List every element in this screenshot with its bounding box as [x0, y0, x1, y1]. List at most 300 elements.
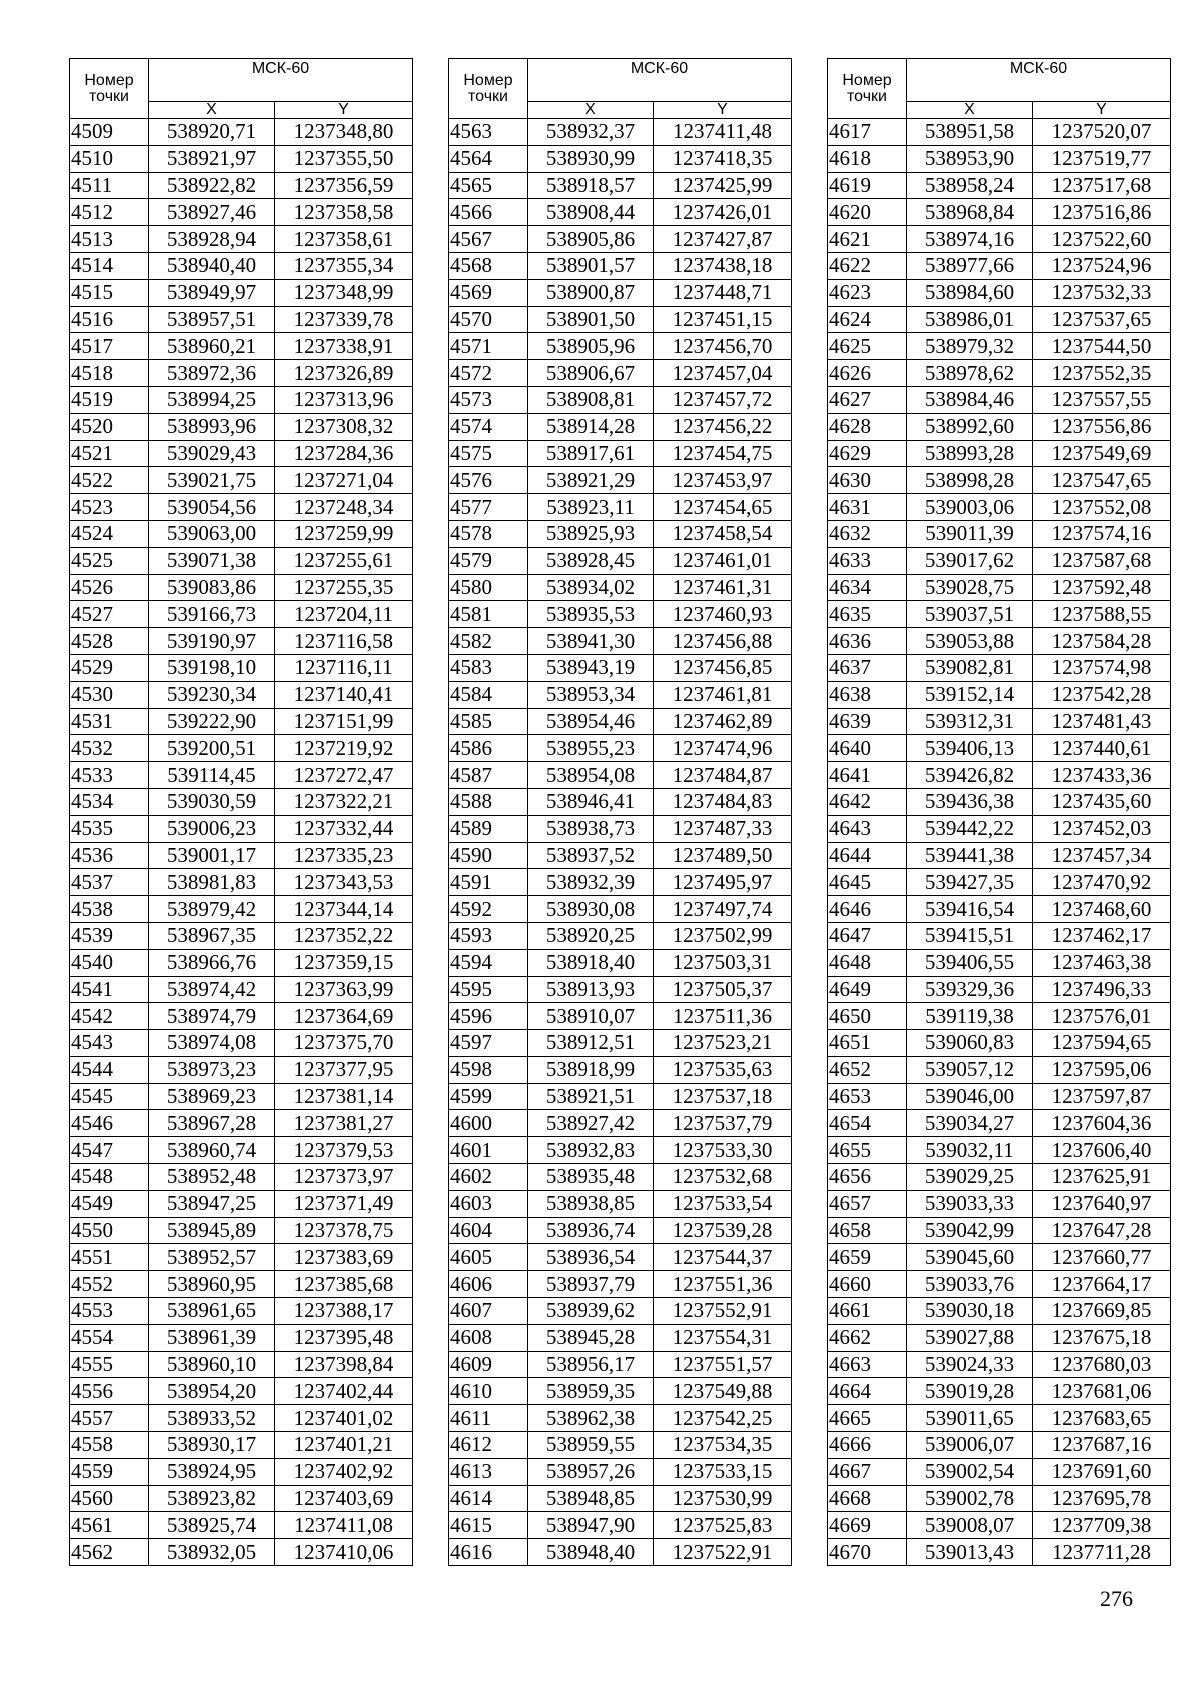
- table-row: [449, 1539, 792, 1566]
- table-row: [70, 1190, 413, 1217]
- table-row: [70, 1056, 413, 1083]
- table-row: [449, 1056, 792, 1083]
- point-number-cell: 4603: [449, 1190, 528, 1217]
- table-row: [449, 440, 792, 467]
- x-cell: 538906,67: [528, 360, 654, 387]
- y-cell: 1237385,68: [275, 1271, 413, 1298]
- table-row: [449, 547, 792, 574]
- point-number-cell: 4623: [828, 279, 907, 306]
- y-cell: 1237537,18: [654, 1083, 792, 1110]
- y-cell: 1237524,96: [1033, 252, 1171, 279]
- y-cell: 1237532,68: [654, 1164, 792, 1191]
- x-cell: 539426,82: [907, 762, 1033, 789]
- point-number-cell: 4554: [70, 1324, 149, 1351]
- x-cell: 538960,21: [149, 333, 275, 360]
- x-cell: 539011,65: [907, 1405, 1033, 1432]
- table-row: [449, 1030, 792, 1057]
- x-cell: 538948,40: [528, 1539, 654, 1566]
- y-cell: 1237595,06: [1033, 1056, 1171, 1083]
- x-cell: 538959,55: [528, 1432, 654, 1459]
- x-cell: 538984,46: [907, 386, 1033, 413]
- y-cell: 1237457,04: [654, 360, 792, 387]
- y-cell: 1237502,99: [654, 922, 792, 949]
- y-cell: 1237520,07: [1033, 119, 1171, 146]
- y-cell: 1237435,60: [1033, 788, 1171, 815]
- table-row: [449, 949, 792, 976]
- y-cell: 1237660,77: [1033, 1244, 1171, 1271]
- point-number-cell: 4663: [828, 1351, 907, 1378]
- y-cell: 1237259,99: [275, 520, 413, 547]
- point-number-cell: 4662: [828, 1324, 907, 1351]
- y-cell: 1237460,93: [654, 601, 792, 628]
- x-cell: 538945,89: [149, 1217, 275, 1244]
- table-row: [70, 360, 413, 387]
- table-row: [449, 1083, 792, 1110]
- x-cell: 539230,34: [149, 681, 275, 708]
- x-cell: 538930,99: [528, 145, 654, 172]
- point-number-cell: 4589: [449, 815, 528, 842]
- x-cell: 539312,31: [907, 708, 1033, 735]
- y-cell: 1237426,01: [654, 199, 792, 226]
- y-cell: 1237542,28: [1033, 681, 1171, 708]
- point-number-cell: 4586: [449, 735, 528, 762]
- table-row: [70, 1244, 413, 1271]
- point-number-cell: 4565: [449, 172, 528, 199]
- table-row: [70, 815, 413, 842]
- table-row: [70, 1137, 413, 1164]
- y-cell: 1237418,35: [654, 145, 792, 172]
- y-cell: 1237647,28: [1033, 1217, 1171, 1244]
- x-cell: 538979,42: [149, 896, 275, 923]
- table-row: [449, 1003, 792, 1030]
- point-number-cell: 4653: [828, 1083, 907, 1110]
- table-row: [828, 360, 1171, 387]
- point-number-cell: 4618: [828, 145, 907, 172]
- x-cell: 539017,62: [907, 547, 1033, 574]
- x-cell: 539002,78: [907, 1485, 1033, 1512]
- x-cell: 538954,46: [528, 708, 654, 735]
- x-cell: 539032,11: [907, 1137, 1033, 1164]
- point-number-cell: 4633: [828, 547, 907, 574]
- x-cell: 538974,42: [149, 976, 275, 1003]
- y-cell: 1237495,97: [654, 869, 792, 896]
- x-cell: 538925,93: [528, 520, 654, 547]
- x-cell: 538938,85: [528, 1190, 654, 1217]
- x-cell: 538974,16: [907, 226, 1033, 253]
- x-cell: 538924,95: [149, 1458, 275, 1485]
- table-row: [828, 386, 1171, 413]
- y-cell: 1237451,15: [654, 306, 792, 333]
- x-cell: 538973,23: [149, 1056, 275, 1083]
- point-number-cell: 4540: [70, 949, 149, 976]
- x-cell: 539222,90: [149, 708, 275, 735]
- point-number-cell: 4597: [449, 1030, 528, 1057]
- y-cell: 1237576,01: [1033, 1003, 1171, 1030]
- table-row: [828, 199, 1171, 226]
- table-row: [828, 1298, 1171, 1325]
- table-row: [828, 1003, 1171, 1030]
- y-cell: 1237381,14: [275, 1083, 413, 1110]
- x-cell: 538912,51: [528, 1030, 654, 1057]
- x-cell: 539033,33: [907, 1190, 1033, 1217]
- x-cell: 539071,38: [149, 547, 275, 574]
- x-cell: 538918,40: [528, 949, 654, 976]
- y-cell: 1237402,44: [275, 1378, 413, 1405]
- x-header: X: [149, 102, 275, 119]
- y-cell: 1237556,86: [1033, 413, 1171, 440]
- y-cell: 1237552,35: [1033, 360, 1171, 387]
- table-row: [449, 494, 792, 521]
- x-cell: 538977,66: [907, 252, 1033, 279]
- y-cell: 1237452,03: [1033, 815, 1171, 842]
- y-cell: 1237625,91: [1033, 1164, 1171, 1191]
- point-number-cell: 4536: [70, 842, 149, 869]
- point-number-cell: 4592: [449, 896, 528, 923]
- x-cell: 538955,23: [528, 735, 654, 762]
- x-cell: 539042,99: [907, 1217, 1033, 1244]
- x-cell: 538932,39: [528, 869, 654, 896]
- table-row: [449, 1432, 792, 1459]
- y-cell: 1237542,25: [654, 1405, 792, 1432]
- y-cell: 1237456,88: [654, 628, 792, 655]
- x-cell: 538974,79: [149, 1003, 275, 1030]
- x-cell: 538920,25: [528, 922, 654, 949]
- table-row: [828, 1512, 1171, 1539]
- x-cell: 538921,51: [528, 1083, 654, 1110]
- point-number-cell: 4579: [449, 547, 528, 574]
- y-cell: 1237456,22: [654, 413, 792, 440]
- point-number-cell: 4617: [828, 119, 907, 146]
- table-row: [70, 1405, 413, 1432]
- x-cell: 538914,28: [528, 413, 654, 440]
- point-number-cell: 4628: [828, 413, 907, 440]
- y-cell: 1237457,72: [654, 386, 792, 413]
- y-cell: 1237481,43: [1033, 708, 1171, 735]
- y-cell: 1237533,54: [654, 1190, 792, 1217]
- table-row: [828, 1458, 1171, 1485]
- y-cell: 1237462,89: [654, 708, 792, 735]
- table-row: [70, 1271, 413, 1298]
- table-row: [449, 1137, 792, 1164]
- x-cell: 539119,38: [907, 1003, 1033, 1030]
- y-cell: 1237378,75: [275, 1217, 413, 1244]
- table-row: [449, 119, 792, 146]
- y-cell: 1237530,99: [654, 1485, 792, 1512]
- x-cell: 539019,28: [907, 1378, 1033, 1405]
- point-number-cell: 4513: [70, 226, 149, 253]
- x-cell: 538936,54: [528, 1244, 654, 1271]
- table-row: [70, 306, 413, 333]
- point-number-cell: 4547: [70, 1137, 149, 1164]
- point-number-cell: 4559: [70, 1458, 149, 1485]
- table-row: [828, 1164, 1171, 1191]
- point-number-cell: 4552: [70, 1271, 149, 1298]
- x-cell: 539083,86: [149, 574, 275, 601]
- point-number-cell: 4595: [449, 976, 528, 1003]
- table-row: [449, 1512, 792, 1539]
- y-cell: 1237552,08: [1033, 494, 1171, 521]
- x-cell: 538905,86: [528, 226, 654, 253]
- table-row: [449, 574, 792, 601]
- table-row: [70, 467, 413, 494]
- y-cell: 1237433,36: [1033, 762, 1171, 789]
- table-row: [70, 547, 413, 574]
- point-number-cell: 4593: [449, 922, 528, 949]
- x-cell: 538947,90: [528, 1512, 654, 1539]
- x-cell: 539030,59: [149, 788, 275, 815]
- x-cell: 538978,62: [907, 360, 1033, 387]
- table-row: [449, 252, 792, 279]
- table-row: [449, 1298, 792, 1325]
- point-number-cell: 4650: [828, 1003, 907, 1030]
- table-row: [828, 788, 1171, 815]
- x-cell: 538932,37: [528, 119, 654, 146]
- x-cell: 538922,82: [149, 172, 275, 199]
- table-row: [828, 1405, 1171, 1432]
- point-number-cell: 4610: [449, 1378, 528, 1405]
- x-cell: 538961,65: [149, 1298, 275, 1325]
- point-number-cell: 4555: [70, 1351, 149, 1378]
- x-cell: 539441,38: [907, 842, 1033, 869]
- point-number-cell: 4566: [449, 199, 528, 226]
- x-cell: 538993,96: [149, 413, 275, 440]
- table-row: [449, 1190, 792, 1217]
- x-cell: 538998,28: [907, 467, 1033, 494]
- point-number-cell: 4658: [828, 1217, 907, 1244]
- x-cell: 538986,01: [907, 306, 1033, 333]
- point-number-cell: 4574: [449, 413, 528, 440]
- x-cell: 538960,10: [149, 1351, 275, 1378]
- x-cell: 538952,48: [149, 1164, 275, 1191]
- y-cell: 1237403,69: [275, 1485, 413, 1512]
- y-cell: 1237453,97: [654, 467, 792, 494]
- table-row: [828, 628, 1171, 655]
- y-header: Y: [654, 102, 792, 119]
- y-cell: 1237364,69: [275, 1003, 413, 1030]
- x-cell: 538960,74: [149, 1137, 275, 1164]
- table-row: [449, 520, 792, 547]
- x-cell: 538967,28: [149, 1110, 275, 1137]
- point-number-cell: 4638: [828, 681, 907, 708]
- y-cell: 1237344,14: [275, 896, 413, 923]
- table-row: [70, 976, 413, 1003]
- point-number-cell: 4649: [828, 976, 907, 1003]
- table-row: [449, 199, 792, 226]
- point-number-cell: 4514: [70, 252, 149, 279]
- y-cell: 1237219,92: [275, 735, 413, 762]
- point-number-cell: 4668: [828, 1485, 907, 1512]
- x-cell: 539003,06: [907, 494, 1033, 521]
- point-number-cell: 4581: [449, 601, 528, 628]
- point-number-cell: 4562: [70, 1539, 149, 1566]
- point-number-cell: 4630: [828, 467, 907, 494]
- table-row: [828, 306, 1171, 333]
- y-cell: 1237322,21: [275, 788, 413, 815]
- y-cell: 1237402,92: [275, 1458, 413, 1485]
- point-number-cell: 4659: [828, 1244, 907, 1271]
- x-cell: 538947,25: [149, 1190, 275, 1217]
- point-number-cell: 4625: [828, 333, 907, 360]
- x-cell: 538941,30: [528, 628, 654, 655]
- table-row: [449, 1217, 792, 1244]
- point-number-cell: 4591: [449, 869, 528, 896]
- y-cell: 1237606,40: [1033, 1137, 1171, 1164]
- y-cell: 1237532,33: [1033, 279, 1171, 306]
- point-number-cell: 4583: [449, 654, 528, 681]
- y-cell: 1237395,48: [275, 1324, 413, 1351]
- table-row: [70, 1324, 413, 1351]
- table-row: [70, 440, 413, 467]
- y-cell: 1237388,17: [275, 1298, 413, 1325]
- table-row: [828, 226, 1171, 253]
- table-row: [828, 547, 1171, 574]
- point-number-cell: 4563: [449, 119, 528, 146]
- table-row: [828, 467, 1171, 494]
- point-number-cell: 4567: [449, 226, 528, 253]
- table-row: [70, 1003, 413, 1030]
- point-number-cell: 4539: [70, 922, 149, 949]
- y-cell: 1237271,04: [275, 467, 413, 494]
- y-cell: 1237308,32: [275, 413, 413, 440]
- x-cell: 538943,19: [528, 654, 654, 681]
- table-row: [70, 896, 413, 923]
- point-number-cell: 4665: [828, 1405, 907, 1432]
- table-row: [828, 1324, 1171, 1351]
- point-number-cell: 4530: [70, 681, 149, 708]
- y-cell: 1237544,37: [654, 1244, 792, 1271]
- x-cell: 538953,90: [907, 145, 1033, 172]
- y-cell: 1237151,99: [275, 708, 413, 735]
- point-number-cell: 4538: [70, 896, 149, 923]
- table-row: [70, 842, 413, 869]
- x-cell: 538930,08: [528, 896, 654, 923]
- x-cell: 538961,39: [149, 1324, 275, 1351]
- y-cell: 1237468,60: [1033, 896, 1171, 923]
- y-cell: 1237377,95: [275, 1056, 413, 1083]
- table-row: [449, 976, 792, 1003]
- x-cell: 538956,17: [528, 1351, 654, 1378]
- x-cell: 539002,54: [907, 1458, 1033, 1485]
- point-number-cell: 4509: [70, 119, 149, 146]
- table-row: [449, 467, 792, 494]
- y-cell: 1237535,63: [654, 1056, 792, 1083]
- point-number-cell: 4571: [449, 333, 528, 360]
- x-cell: 538940,40: [149, 252, 275, 279]
- table-row: [70, 520, 413, 547]
- table-row: [70, 601, 413, 628]
- y-cell: 1237248,34: [275, 494, 413, 521]
- x-cell: 539436,38: [907, 788, 1033, 815]
- table-row: [828, 252, 1171, 279]
- point-number-cell: 4528: [70, 628, 149, 655]
- point-number-cell: 4637: [828, 654, 907, 681]
- point-number-cell: 4553: [70, 1298, 149, 1325]
- table-row: [828, 1378, 1171, 1405]
- table-row: [828, 145, 1171, 172]
- table-row: [828, 762, 1171, 789]
- point-number-cell: 4573: [449, 386, 528, 413]
- point-number-cell: 4607: [449, 1298, 528, 1325]
- point-number-cell: 4588: [449, 788, 528, 815]
- y-cell: 1237140,41: [275, 681, 413, 708]
- x-cell: 538925,74: [149, 1512, 275, 1539]
- point-number-cell: 4531: [70, 708, 149, 735]
- table-row: [449, 360, 792, 387]
- point-number-cell: 4534: [70, 788, 149, 815]
- table-row: [449, 279, 792, 306]
- y-cell: 1237487,33: [654, 815, 792, 842]
- y-cell: 1237457,34: [1033, 842, 1171, 869]
- x-cell: 539029,43: [149, 440, 275, 467]
- table-row: [449, 386, 792, 413]
- y-cell: 1237410,06: [275, 1539, 413, 1566]
- x-cell: 538959,35: [528, 1378, 654, 1405]
- y-cell: 1237574,98: [1033, 654, 1171, 681]
- y-cell: 1237358,58: [275, 199, 413, 226]
- x-cell: 539021,75: [149, 467, 275, 494]
- point-number-cell: 4669: [828, 1512, 907, 1539]
- y-cell: 1237332,44: [275, 815, 413, 842]
- x-cell: 538957,26: [528, 1458, 654, 1485]
- y-cell: 1237352,22: [275, 922, 413, 949]
- y-cell: 1237438,18: [654, 252, 792, 279]
- table-row: [449, 333, 792, 360]
- point-number-cell: 4620: [828, 199, 907, 226]
- table-row: [449, 869, 792, 896]
- point-number-cell: 4645: [828, 869, 907, 896]
- table-row: [828, 735, 1171, 762]
- y-cell: 1237691,60: [1033, 1458, 1171, 1485]
- x-cell: 538901,57: [528, 252, 654, 279]
- table-row: [449, 654, 792, 681]
- y-cell: 1237640,97: [1033, 1190, 1171, 1217]
- y-cell: 1237375,70: [275, 1030, 413, 1057]
- point-number-cell: 4626: [828, 360, 907, 387]
- y-cell: 1237398,84: [275, 1351, 413, 1378]
- point-number-cell: 4550: [70, 1217, 149, 1244]
- point-number-cell: 4525: [70, 547, 149, 574]
- point-number-cell: 4667: [828, 1458, 907, 1485]
- point-number-cell: 4510: [70, 145, 149, 172]
- y-cell: 1237383,69: [275, 1244, 413, 1271]
- table-row: [449, 226, 792, 253]
- y-cell: 1237525,83: [654, 1512, 792, 1539]
- point-number-cell: 4564: [449, 145, 528, 172]
- x-cell: 539006,07: [907, 1432, 1033, 1459]
- y-header: Y: [275, 102, 413, 119]
- x-cell: 538946,41: [528, 788, 654, 815]
- point-number-cell: 4615: [449, 1512, 528, 1539]
- table-row: [449, 788, 792, 815]
- point-number-cell: 4596: [449, 1003, 528, 1030]
- point-number-cell: 4582: [449, 628, 528, 655]
- table-row: [828, 922, 1171, 949]
- point-number-cell: 4580: [449, 574, 528, 601]
- y-cell: 1237551,36: [654, 1271, 792, 1298]
- table-row: [828, 1137, 1171, 1164]
- x-cell: 539082,81: [907, 654, 1033, 681]
- x-cell: 538923,82: [149, 1485, 275, 1512]
- x-cell: 539001,17: [149, 842, 275, 869]
- table-row: [70, 1485, 413, 1512]
- table-row: [449, 681, 792, 708]
- point-number-cell: 4584: [449, 681, 528, 708]
- point-number-cell: 4600: [449, 1110, 528, 1137]
- y-cell: 1237511,36: [654, 1003, 792, 1030]
- x-cell: 539406,13: [907, 735, 1033, 762]
- x-cell: 538939,62: [528, 1298, 654, 1325]
- coordinate-table: [448, 58, 792, 1566]
